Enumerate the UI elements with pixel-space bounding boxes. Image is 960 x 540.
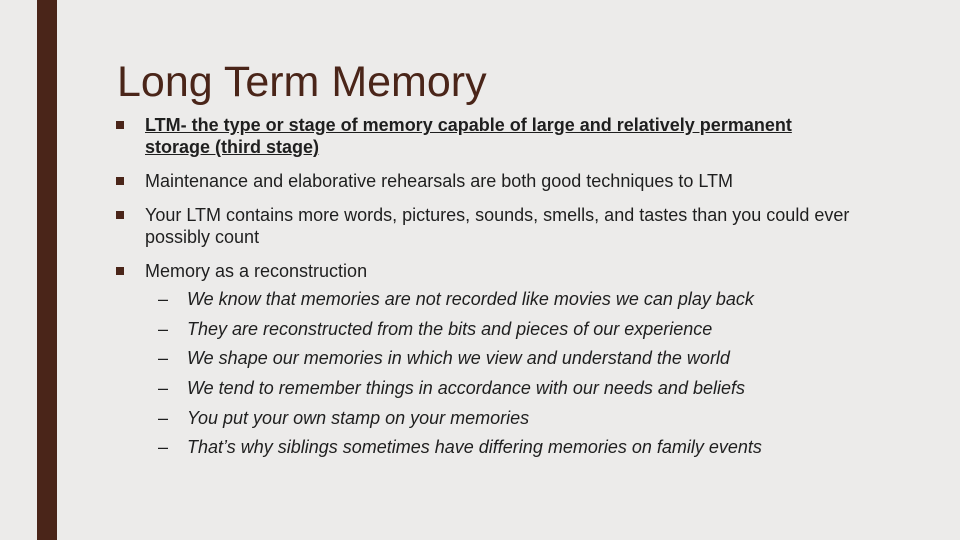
bullet-item-ltm-definition: [116, 114, 856, 158]
bullet-text: Your LTM contains more words, pictures, sounds, smells, and tastes than you could ever possibly count: [145, 205, 850, 247]
accent-bar: [37, 0, 57, 540]
bullet-text: Maintenance and elaborative rehearsals are both good techniques to LTM: [145, 171, 734, 191]
sub-bullet-text: We shape our memories in which we view and understand the world: [187, 348, 730, 369]
bullet-item-reconstruction: [116, 260, 856, 458]
dash-icon: –: [158, 437, 169, 458]
bullet-text: Memory as a reconstruction: [145, 261, 368, 281]
sub-bullet-text: That’s why siblings sometimes have differing memories on family events: [187, 437, 762, 458]
sub-bullet-text: You put your own stamp on your memories: [187, 407, 530, 428]
square-bullet-icon: [116, 177, 124, 185]
sub-bullet-list: [145, 288, 856, 458]
dash-icon: –: [158, 348, 169, 369]
sub-bullet-item: [145, 318, 856, 340]
bullet-text: LTM- the type or stage of memory capable of large and relatively permanent storage (third stage): [145, 115, 792, 157]
sub-bullet-text: We tend to remember things in accordance with our needs and beliefs: [187, 378, 745, 399]
slide-title: Long Term Memory: [117, 58, 487, 106]
bullet-list: [116, 114, 856, 470]
sub-bullet-item: [145, 436, 856, 458]
bullet-item-rehearsals: [116, 170, 856, 192]
dash-icon: –: [158, 378, 169, 399]
square-bullet-icon: [116, 267, 124, 275]
sub-bullet-item: [145, 407, 856, 429]
bullet-item-ltm-contents: [116, 204, 856, 248]
square-bullet-icon: [116, 211, 124, 219]
sub-bullet-text: They are reconstructed from the bits and pieces of our experience: [187, 318, 713, 339]
sub-bullet-item: [145, 377, 856, 399]
sub-bullet-item: [145, 288, 856, 310]
dash-icon: –: [158, 407, 169, 428]
square-bullet-icon: [116, 121, 124, 129]
dash-icon: –: [158, 289, 169, 309]
dash-icon: –: [158, 318, 169, 339]
sub-bullet-item: [145, 347, 856, 369]
sub-bullet-text: We know that memories are not recorded like movies we can play back: [187, 289, 754, 309]
